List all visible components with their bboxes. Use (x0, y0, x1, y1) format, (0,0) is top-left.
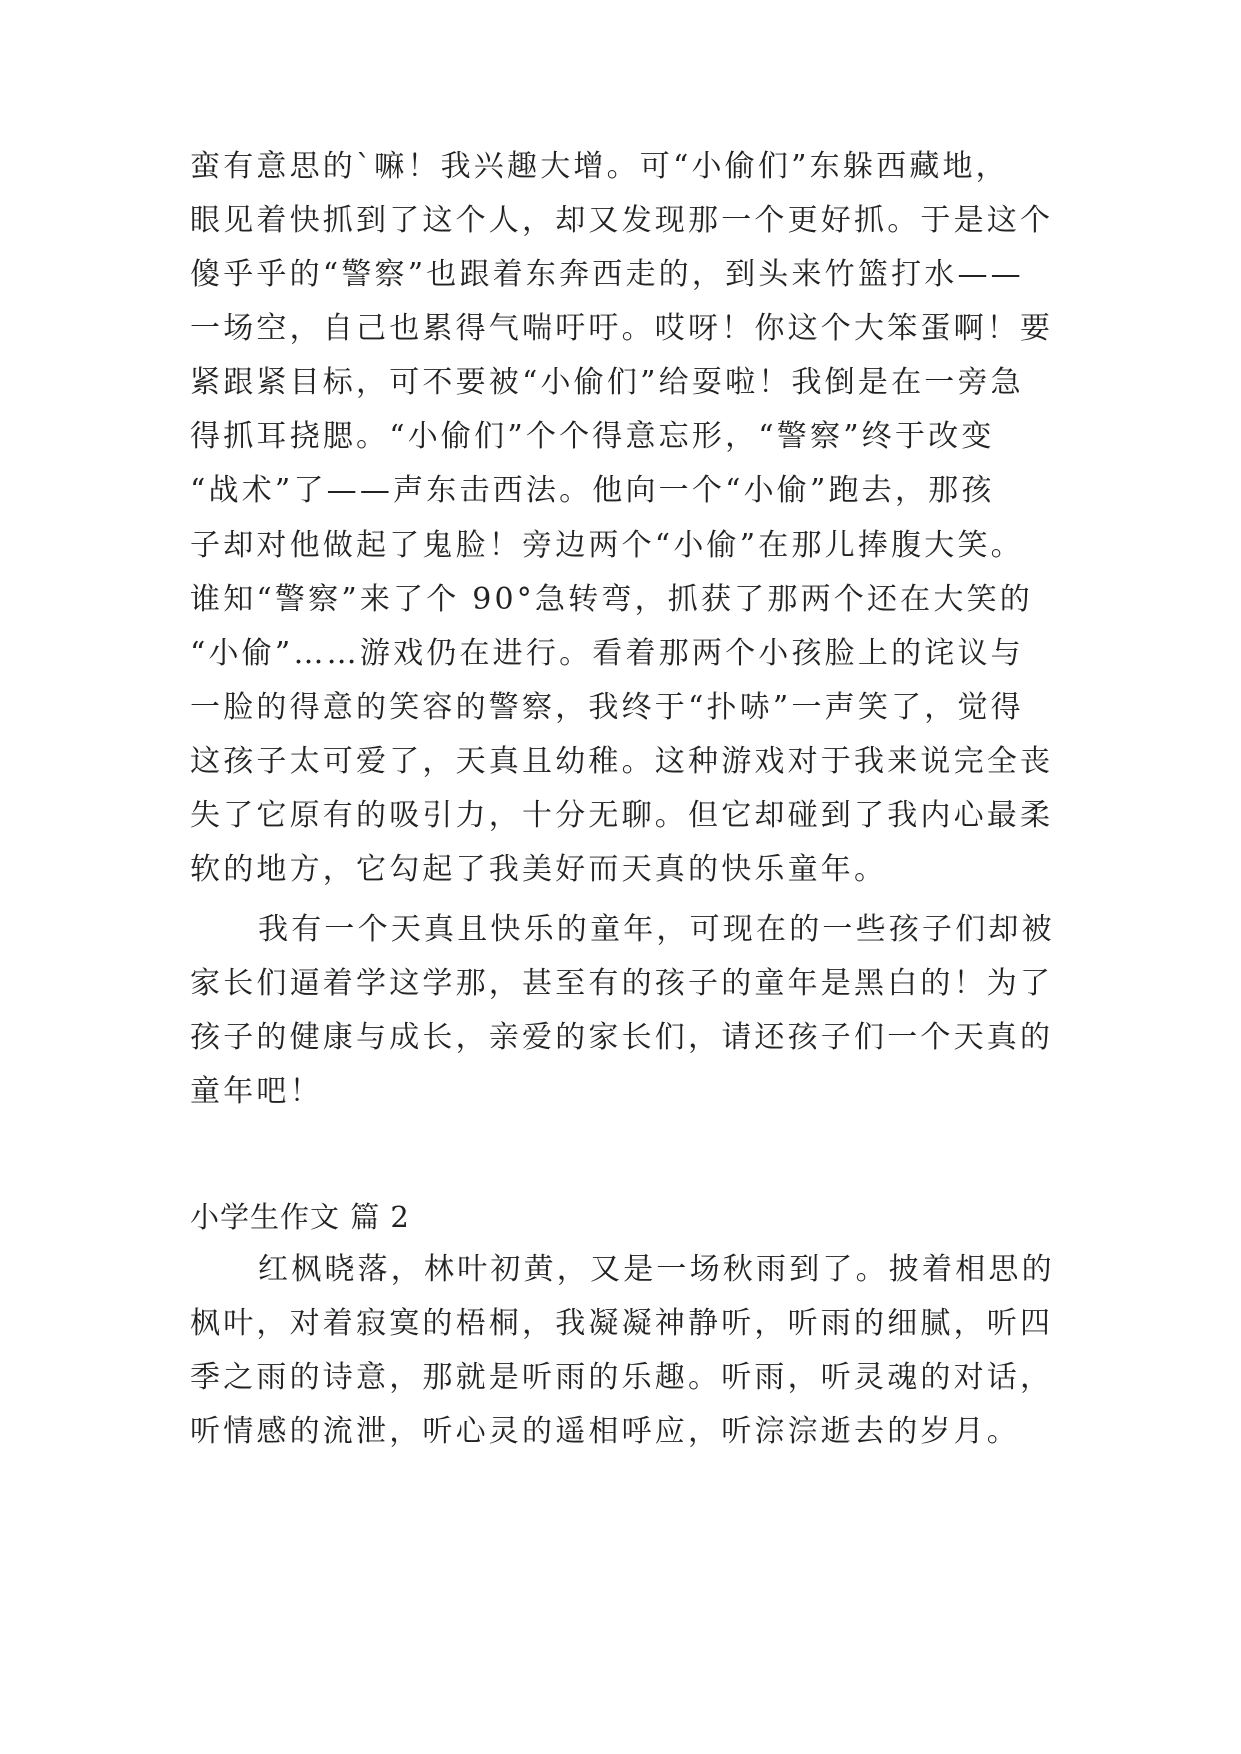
paragraph-line: 我有一个天真且快乐的童年，可现在的一些孩子们却被 (258, 912, 1055, 947)
paragraph-line: 失了它原有的吸引力，十分无聊。但它却碰到了我内心最柔 (190, 798, 1054, 833)
paragraph-line: 子却对他做起了鬼脸！旁边两个“小偷”在那儿捧腹大笑。 (190, 528, 1024, 563)
paragraph-line: 紧跟紧目标，可不要被“小偷们”给耍啦！我倒是在一旁急 (190, 365, 1024, 400)
paragraph-line: 童年吧！ (190, 1074, 323, 1109)
section-heading: 小学生作文 篇 2 (190, 1200, 410, 1234)
paragraph-line: 眼见着快抓到了这个人，却又发现那一个更好抓。于是这个 (190, 203, 1054, 238)
paragraph-line: 这孩子太可爱了，天真且幼稚。这种游戏对于我来说完全丧 (190, 744, 1054, 779)
paragraph-line: 傻乎乎的“警察”也跟着东奔西走的，到头来竹篮打水—— (190, 257, 1024, 292)
paragraph-line: “小偷”……游戏仍在进行。看着那两个小孩脸上的诧议与 (190, 636, 1024, 671)
paragraph-line: 枫叶，对着寂寞的梧桐，我凝凝神静听，听雨的细腻，听四 (190, 1306, 1054, 1341)
paragraph-line: 红枫晓落，林叶初黄，又是一场秋雨到了。披着相思的 (258, 1252, 1055, 1287)
paragraph-line: 蛮有意思的`嘛！我兴趣大增。可“小偷们”东躲西藏地， (190, 149, 1009, 184)
paragraph-line: 家长们逼着学这学那，甚至有的孩子的童年是黑白的！为了 (190, 966, 1054, 1001)
paragraph-line: 孩子的健康与成长，亲爱的家长们，请还孩子们一个天真的 (190, 1020, 1054, 1055)
paragraph-line: 谁知“警察”来了个 90°急转弯，抓获了那两个还在大笑的 (190, 582, 1033, 617)
paragraph-line: 季之雨的诗意，那就是听雨的乐趣。听雨，听灵魂的对话， (190, 1360, 1054, 1395)
paragraph-line: 软的地方，它勾起了我美好而天真的快乐童年。 (190, 852, 888, 887)
paragraph-line: 得抓耳挠腮。“小偷们”个个得意忘形，“警察”终于改变 (190, 419, 995, 454)
paragraph-line: 一场空，自己也累得气喘吁吁。哎呀！你这个大笨蛋啊！要 (190, 311, 1054, 346)
paragraph-line: 听情感的流泄，听心灵的遥相呼应，听淙淙逝去的岁月。 (190, 1414, 1020, 1449)
paragraph-line: 一脸的得意的笑容的警察，我终于“扑哧”一声笑了，觉得 (190, 690, 1024, 725)
paragraph-line: “战术”了——声东击西法。他向一个“小偷”跑去，那孩 (190, 473, 995, 508)
